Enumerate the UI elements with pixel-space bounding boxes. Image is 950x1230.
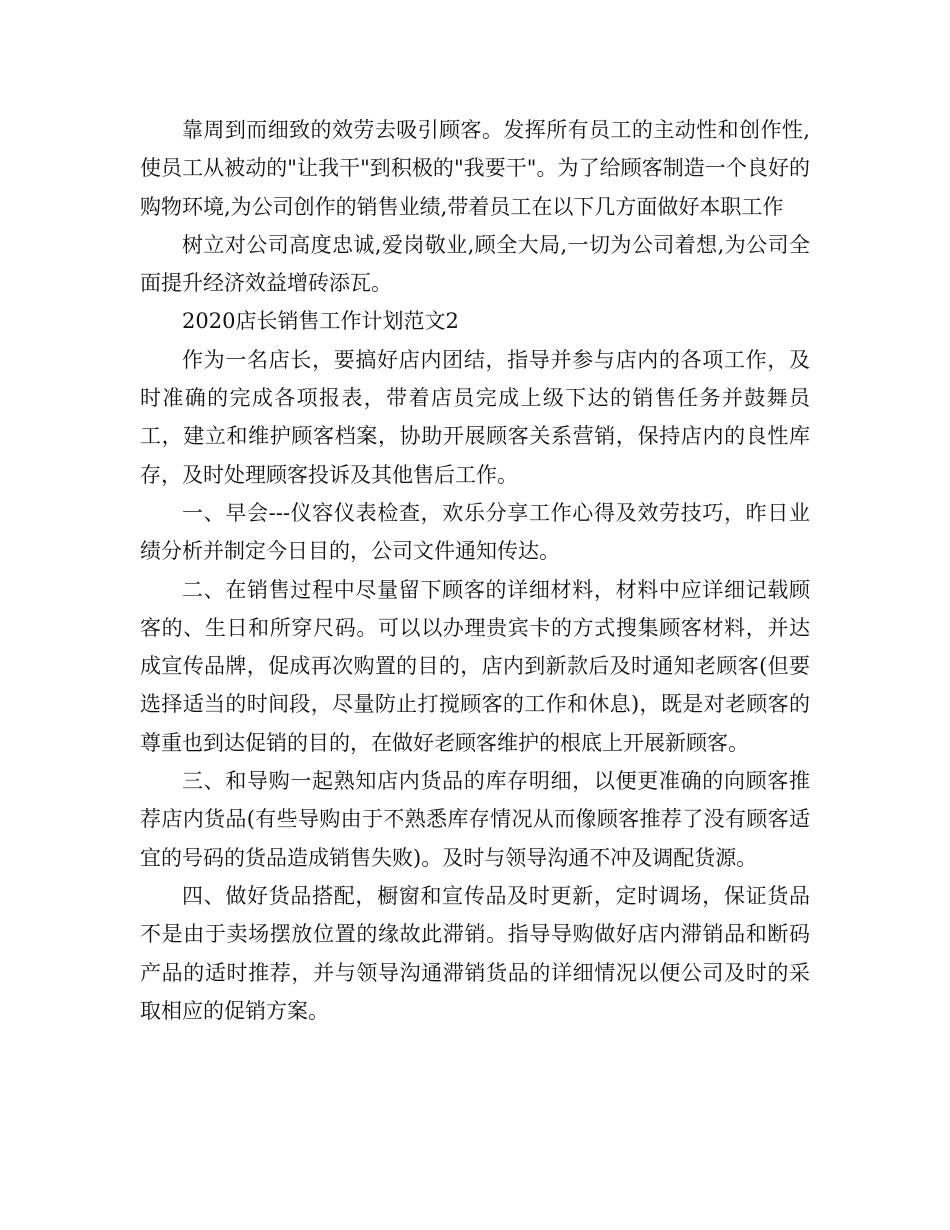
paragraph-intro: 靠周到而细致的效劳去吸引顾客。发挥所有员工的主动性和创作性,使员工从被动的"让我干"到积极的"我要干"。为了给顾客制造一个良好的购物环境,为公司创作的销售业绩,带着员工在以下几方面做好本职工作 xyxy=(140,118,810,219)
section-title: 2020店长销售工作计划范文2 xyxy=(182,309,459,334)
paragraph-item-4: 四、做好货品搭配，橱窗和宣传品及时更新，定时调场，保证货品不是由于卖场摆放位置的缘故此滞销。指导导购做好店内滞销品和断码产品的适时推荐，并与领导沟通滞销货品的详细情况以便公司及时的采取相应的促销方案。 xyxy=(140,883,810,1023)
paragraph-loyalty: 树立对公司高度忠诚,爱岗敬业,顾全大局,一切为公司着想,为公司全面提升经济效益增砖添瓦。 xyxy=(140,232,810,296)
document-body xyxy=(140,111,810,1030)
paragraph-item-1: 一、早会---仪容仪表检查，欢乐分享工作心得及效劳技巧，昨日业绩分析并制定今日目的，公司文件通知传达。 xyxy=(140,500,810,564)
paragraph-item-2: 二、在销售过程中尽量留下顾客的详细材料，材料中应详细记载顾客的、生日和所穿尺码。可以以办理贵宾卡的方式搜集顾客材料，并达成宣传品牌，促成再次购置的目的，店内到新款后及时通知老顾客(但要选择适当的时间段，尽量防止打搅顾客的工作和休息)，既是对老顾客的尊重也到达促销的目的，在做好老顾客维护的根底上开展新顾客。 xyxy=(140,577,810,755)
paragraph-role: 作为一名店长，要搞好店内团结，指导并参与店内的各项工作，及时准确的完成各项报表，带着店员完成上级下达的销售任务并鼓舞员工，建立和维护顾客档案，协助开展顾客关系营销，保持店内的良性库存，及时处理顾客投诉及其他售后工作。 xyxy=(140,347,810,487)
paragraph-item-3: 三、和导购一起熟知店内货品的库存明细，以便更准确的向顾客推荐店内货品(有些导购由于不熟悉库存情况从而像顾客推荐了没有顾客适宜的号码的货品造成销售失败)。及时与领导沟通不冲及调配货源。 xyxy=(140,769,810,870)
